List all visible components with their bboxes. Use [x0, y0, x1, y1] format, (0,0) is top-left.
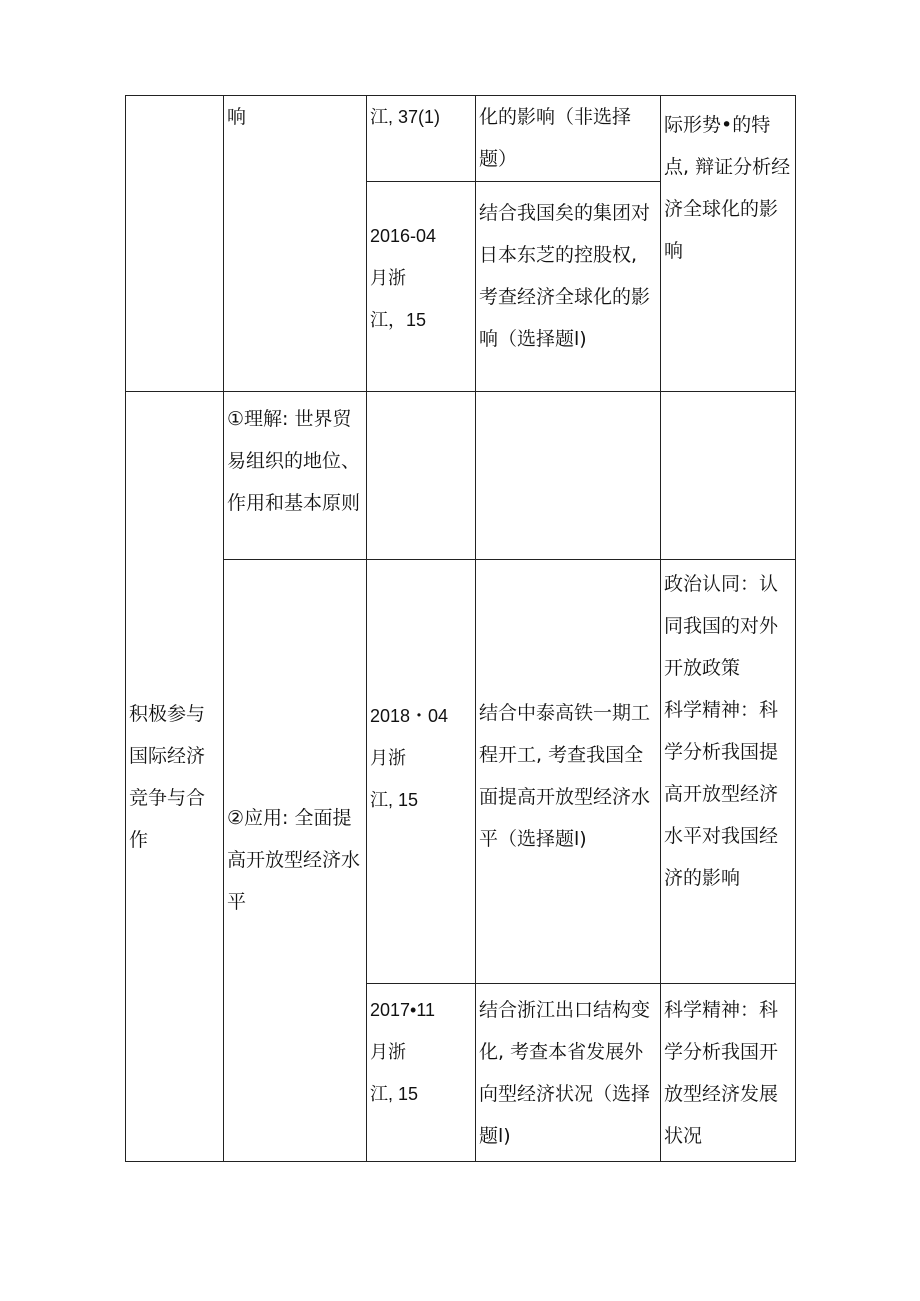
content-cell: [476, 96, 661, 182]
empty-cell: [661, 392, 796, 560]
empty-cell: [367, 392, 476, 560]
content-text: 结合中泰高铁一期工 程开工, 考查我国全 面提高开放型经济水 平（选择题l): [479, 702, 651, 850]
literacy-cell: [661, 560, 796, 984]
content-cell: [476, 560, 661, 984]
source-text: 2017•11 月浙 江, 15: [370, 1000, 436, 1104]
exam-analysis-table: [125, 95, 796, 1162]
source-text: 江, 37(1): [370, 107, 441, 127]
requirement-text: ②应用: 全面提 高开放型经济水 平: [227, 807, 361, 913]
literacy-text: 政治认同：认 同我国的对外 开放政策 科学精神：科 学分析我国提 高开放型经济 水平对我国经 济的影响: [664, 573, 779, 889]
source-text: 2016-04 月浙 江，15: [370, 226, 437, 330]
requirement-text: ①理解: 世界贸 易组织的地位、 作用和基本原则: [227, 408, 361, 514]
table-row: [126, 560, 796, 984]
source-cell: [367, 96, 476, 182]
content-text: 化的影响（非选择 题）: [479, 106, 632, 170]
source-cell: [367, 984, 476, 1162]
requirement-cell: [224, 560, 367, 1162]
content-text: 结合我国矣的集团对 日本东芝的控股权, 考查经济全球化的影 响（选择题l): [479, 202, 651, 350]
content-text: 结合浙江出口结构变 化, 考查本省发展外 向型经济状况（选择 题l): [479, 999, 651, 1147]
source-cell: [367, 182, 476, 392]
content-cell: [476, 182, 661, 392]
topic-cell-2: [126, 392, 224, 1162]
topic-text: 积极参与 国际经济 竞争与合 作: [129, 702, 206, 851]
literacy-text: 际形势•的特 点, 辩证分析经 济全球化的影 响: [664, 114, 791, 262]
table-row: [126, 392, 796, 560]
requirement-cell: [224, 392, 367, 560]
literacy-cell: [661, 984, 796, 1162]
literacy-text: 科学精神：科 学分析我国开 放型经济发展 状况: [664, 999, 779, 1147]
content-cell: [476, 984, 661, 1162]
source-cell: [367, 560, 476, 984]
topic-cell-1: [126, 96, 224, 392]
empty-cell: [476, 392, 661, 560]
table-row: [126, 96, 796, 182]
requirement-cell-1: [224, 96, 367, 392]
literacy-cell-1: [661, 96, 796, 392]
source-text: 2018・04 月浙 江, 15: [370, 706, 449, 810]
requirement-text: 响: [227, 106, 247, 128]
